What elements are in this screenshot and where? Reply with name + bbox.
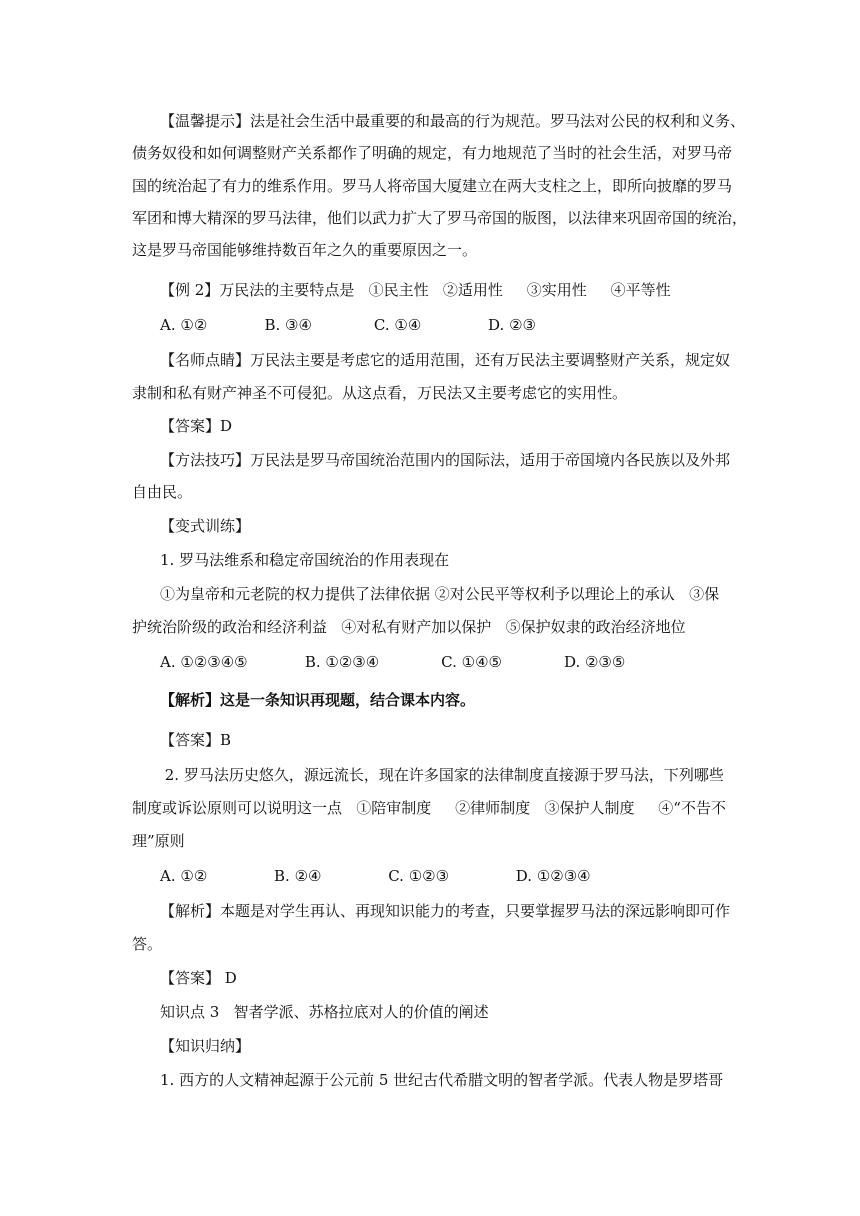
variant-training-heading: 【变式训练】 (160, 517, 251, 535)
teacher-note-line-2: 隶制和私有财产神圣不可侵犯。从这点看，万民法又主要考虑它的实用性。 (132, 384, 628, 402)
method-tip-line-1: 【方法技巧】万民法是罗马帝国统治范围内的国际法，适用于帝国境内各民族以及外邦 (160, 451, 731, 469)
example-2-question: 【例 2】万民法的主要特点是 ①民主性 ②适用性 ③实用性 ④平等性 (160, 281, 671, 299)
answer-example-2: 【答案】D (160, 417, 233, 435)
tip-paragraph-line-5: 这是罗马帝国能够维持数百年之久的重要原因之一。 (132, 241, 478, 259)
tip-paragraph-line-3: 国的统治起了有力的维系作用。罗马人将帝国大厦建立在两大支柱之上，即所向披靡的罗马 (132, 177, 733, 195)
answer-question-1: 【答案】B (160, 731, 232, 749)
knowledge-summary-item-1: 1. 西方的人文精神起源于公元前 5 世纪古代希腊文明的智者学派。代表人物是罗塔哥 (160, 1071, 724, 1089)
question-1-statements-line-1: ①为皇帝和元老院的权力提供了法律依据 ②对公民平等权利予以理论上的承认 ③保 (160, 585, 720, 603)
question-1-stem: 1. 罗马法维系和稳定帝国统治的作用表现在 (160, 551, 450, 569)
example-2-options: A. ①② B. ③④ C. ①④ D. ②③ (160, 316, 536, 334)
question-2-stem-line-3: 理”原则 (132, 832, 185, 850)
method-tip-line-2: 自由民。 (132, 483, 193, 501)
question-2-analysis-line-1: 【解析】本题是对学生再认、再现知识能力的考查，只要掌握罗马法的深远影响即可作 (160, 902, 731, 920)
answer-question-2: 【答案】 D (160, 969, 237, 987)
question-2-analysis-line-2: 答。 (132, 935, 163, 953)
question-1-analysis: 【解析】这是一条知识再现题，结合课本内容。 (160, 691, 476, 709)
question-2-options: A. ①② B. ②④ C. ①②③ D. ①②③④ (160, 867, 591, 885)
knowledge-summary-heading: 【知识归纳】 (160, 1037, 251, 1055)
tip-paragraph-line-2: 债务奴役和如何调整财产关系都作了明确的规定，有力地规范了当时的社会生活，对罗马帝 (132, 144, 733, 162)
knowledge-point-3-heading: 知识点 3 智者学派、苏格拉底对人的价值的阐述 (160, 1003, 489, 1021)
question-1-options: A. ①②③④⑤ B. ①②③④ C. ①④⑤ D. ②③⑤ (160, 653, 626, 671)
teacher-note-line-1: 【名师点睛】万民法主要是考虑它的适用范围，还有万民法主要调整财产关系，规定奴 (160, 351, 731, 369)
tip-paragraph-line-4: 军团和博大精深的罗马法律，他们以武力扩大了罗马帝国的版图，以法律来巩固帝国的统治， (132, 209, 748, 227)
question-2-stem-line-1: 2. 罗马法历史悠久，源远流长，现在许多国家的法律制度直接源于罗马法，下列哪些 (160, 766, 724, 784)
question-1-statements-line-2: 护统治阶级的政治和经济利益 ④对私有财产加以保护 ⑤保护奴隶的政治经济地位 (132, 618, 686, 636)
tip-paragraph-line-1: 【温馨提示】法是社会生活中最重要的和最高的行为规范。罗马法对公民的权利和义务、 (160, 112, 746, 130)
question-2-stem-line-2: 制度或诉讼原则可以说明这一点 ①陪审制度 ②律师制度 ③保护人制度 ④“不告不 (132, 799, 726, 817)
